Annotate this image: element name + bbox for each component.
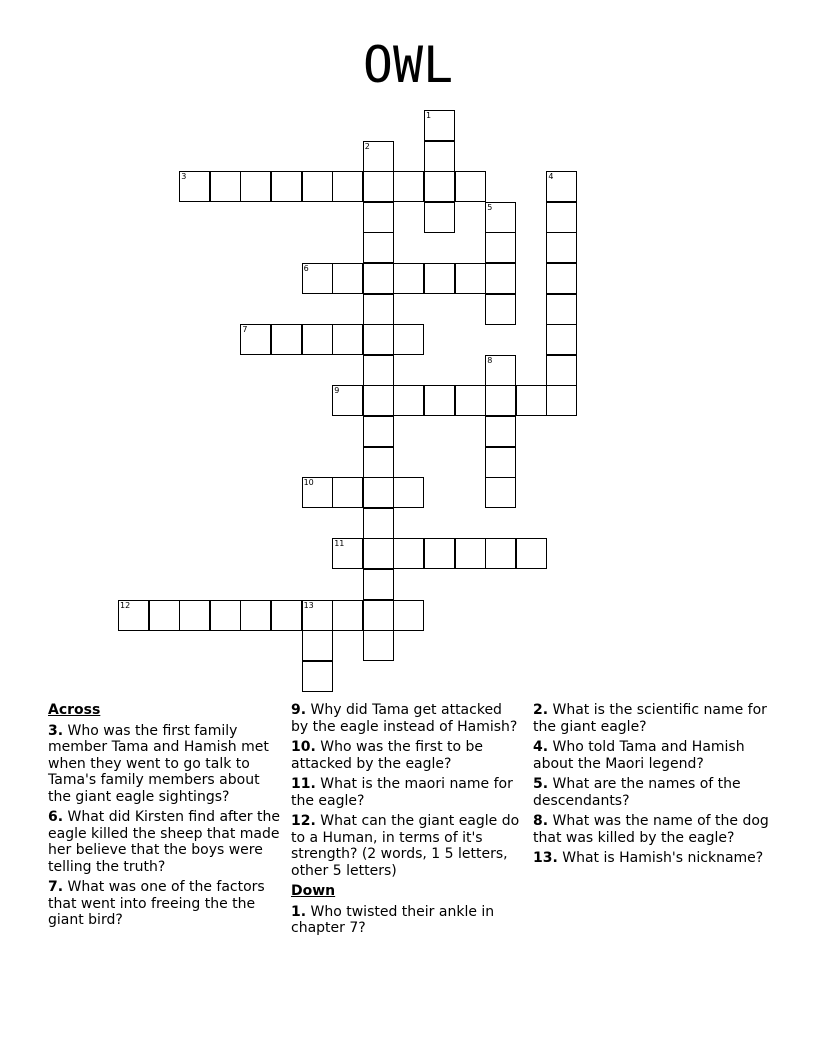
- grid-cell[interactable]: [363, 232, 394, 263]
- grid-cell[interactable]: [393, 263, 424, 294]
- grid-cell[interactable]: [455, 263, 486, 294]
- clue-across-7: [48, 879, 283, 929]
- grid-cell[interactable]: [393, 324, 424, 355]
- clue-text: Who twisted their ankle in chapter 7?: [291, 903, 495, 936]
- grid-cell[interactable]: [393, 385, 424, 416]
- grid-cell[interactable]: [516, 538, 547, 569]
- grid-cell[interactable]: [363, 385, 394, 416]
- clue-text: Who was the first family member Tama and Hamish met when they went to go talk to Tama's family members about the giant eagle sightings?: [48, 722, 269, 805]
- clue-number-label: 2: [364, 141, 370, 151]
- grid-cell[interactable]: [485, 538, 516, 569]
- grid-cell[interactable]: [363, 447, 394, 478]
- clue-down-5: [533, 776, 773, 809]
- down-heading: Down: [291, 883, 336, 899]
- grid-cell[interactable]: [240, 171, 271, 202]
- grid-cell[interactable]: [302, 477, 333, 508]
- grid-cell[interactable]: [149, 600, 180, 631]
- clue-text: Who was the first to be attacked by the eagle?: [291, 739, 484, 772]
- grid-cell[interactable]: [485, 447, 516, 478]
- grid-cell[interactable]: [302, 661, 333, 692]
- grid-cell[interactable]: [424, 385, 455, 416]
- grid-cell[interactable]: [363, 171, 394, 202]
- clues-column-2: [291, 702, 523, 941]
- grid-cell[interactable]: [485, 477, 516, 508]
- grid-cell[interactable]: [363, 294, 394, 325]
- grid-cell[interactable]: [546, 202, 577, 233]
- grid-cell[interactable]: [302, 630, 333, 661]
- grid-cell[interactable]: [210, 600, 241, 631]
- clue-text: Why did Tama get attacked by the eagle instead of Hamish?: [291, 702, 518, 735]
- grid-cell[interactable]: [455, 385, 486, 416]
- grid-cell[interactable]: [424, 263, 455, 294]
- grid-cell[interactable]: [363, 355, 394, 386]
- grid-cell[interactable]: [424, 202, 455, 233]
- clue-text: What can the giant eagle do to a Human, in terms of it's strength? (2 words, 1 5 letters, other 5 letters): [291, 813, 520, 879]
- clue-text: What is the scientific name for the giant eagle?: [533, 702, 767, 735]
- clue-number: 4.: [533, 739, 549, 755]
- grid-cell[interactable]: [393, 171, 424, 202]
- grid-cell[interactable]: [302, 263, 333, 294]
- grid-cell[interactable]: [546, 232, 577, 263]
- grid-cell[interactable]: [363, 263, 394, 294]
- grid-cell[interactable]: [302, 171, 333, 202]
- grid-cell[interactable]: [393, 600, 424, 631]
- clue-number-label: 10: [303, 478, 314, 488]
- clue-across-3: [48, 723, 283, 806]
- grid-cell[interactable]: [332, 477, 363, 508]
- grid-cell[interactable]: [424, 141, 455, 172]
- clue-down-4: [533, 739, 773, 772]
- clue-down-2: [533, 702, 773, 735]
- grid-cell[interactable]: [546, 385, 577, 416]
- clue-number-label: 9: [334, 386, 340, 396]
- clue-number-label: 6: [303, 264, 309, 273]
- clue-down-8: [533, 813, 773, 846]
- grid-cell[interactable]: [485, 202, 516, 233]
- grid-cell[interactable]: [332, 171, 363, 202]
- grid-cell[interactable]: [485, 416, 516, 447]
- grid-cell[interactable]: [240, 324, 271, 355]
- clue-number-label: 12: [120, 600, 131, 610]
- grid-cell[interactable]: [485, 263, 516, 294]
- clue-down-13: [533, 850, 773, 867]
- grid-cell[interactable]: [546, 294, 577, 325]
- grid-cell[interactable]: [363, 630, 394, 661]
- clue-number: 2.: [533, 702, 549, 718]
- across-heading: Across: [48, 702, 101, 718]
- grid-cell[interactable]: [271, 171, 302, 202]
- grid-cell[interactable]: [485, 294, 516, 325]
- clue-text: What was one of the factors that went into freeing the the giant bird?: [48, 879, 265, 928]
- grid-cell[interactable]: [363, 202, 394, 233]
- grid-cell[interactable]: [516, 385, 547, 416]
- clue-across-6: [48, 809, 283, 875]
- clue-across-11: [291, 776, 523, 809]
- clue-number-label: 7: [242, 325, 248, 335]
- clue-number: 3.: [48, 722, 64, 739]
- clue-number-label: 1: [426, 111, 432, 120]
- grid-cell[interactable]: [363, 141, 394, 172]
- grid-cell[interactable]: [118, 600, 149, 631]
- grid-cell[interactable]: [546, 263, 577, 294]
- grid-cell[interactable]: [363, 416, 394, 447]
- grid-cell[interactable]: [363, 477, 394, 508]
- grid-cell[interactable]: [302, 600, 333, 631]
- clue-down-1: [291, 904, 523, 937]
- grid-cell[interactable]: [363, 508, 394, 539]
- grid-cell[interactable]: [332, 538, 363, 569]
- clue-number-label: 11: [334, 539, 345, 549]
- clue-number-label: 5: [487, 202, 493, 212]
- clue-number: 7.: [48, 879, 64, 895]
- clue-number-label: 8: [487, 355, 493, 365]
- grid-cell[interactable]: [179, 600, 210, 631]
- grid-cell[interactable]: [363, 324, 394, 355]
- grid-cell[interactable]: [424, 538, 455, 569]
- clue-number: 5.: [533, 776, 549, 792]
- clue-number: 8.: [533, 813, 549, 829]
- grid-cell[interactable]: [332, 600, 363, 631]
- clue-number: 11.: [291, 776, 316, 792]
- grid-cell[interactable]: [240, 600, 271, 631]
- grid-cell[interactable]: [363, 600, 394, 631]
- grid-cell[interactable]: [363, 569, 394, 600]
- grid-cell[interactable]: [424, 171, 455, 202]
- clue-number: 10.: [291, 739, 316, 755]
- clue-text: What is the maori name for the eagle?: [291, 776, 513, 809]
- grid-cell[interactable]: [332, 324, 363, 355]
- clue-text: What did Kirsten find after the eagle killed the sheep that made her believe that the boys were telling the truth?: [48, 809, 280, 875]
- grid-cell[interactable]: [179, 171, 210, 202]
- grid-cell[interactable]: [363, 538, 394, 569]
- grid-cell[interactable]: [424, 110, 455, 141]
- clue-number: 12.: [291, 813, 316, 829]
- grid-cell[interactable]: [546, 324, 577, 355]
- clues-column-3: [533, 702, 773, 871]
- clue-number: 9.: [291, 702, 307, 718]
- grid-cell[interactable]: [271, 324, 302, 355]
- grid-cell[interactable]: [210, 171, 241, 202]
- clue-number-label: 3: [181, 172, 187, 182]
- page-title: OWL: [362, 36, 454, 94]
- grid-cell[interactable]: [485, 355, 516, 386]
- grid-cell[interactable]: [455, 171, 486, 202]
- grid-cell[interactable]: [485, 232, 516, 263]
- clue-text: What is Hamish's nickname?: [562, 850, 764, 866]
- clue-across-12: [291, 813, 523, 879]
- clue-number: 1.: [291, 903, 307, 920]
- grid-cell[interactable]: [393, 477, 424, 508]
- grid-cell[interactable]: [271, 600, 302, 631]
- grid-cell[interactable]: [546, 355, 577, 386]
- grid-cell[interactable]: [485, 385, 516, 416]
- clue-text: Who told Tama and Hamish about the Maori legend?: [533, 739, 745, 772]
- clue-across-9: [291, 702, 523, 735]
- grid-cell[interactable]: [302, 324, 333, 355]
- clue-number-label: 4: [548, 172, 554, 182]
- grid-cell[interactable]: [546, 171, 577, 202]
- grid-cell[interactable]: [455, 538, 486, 569]
- clue-text: What are the names of the descendants?: [533, 776, 741, 809]
- clue-number: 13.: [533, 850, 558, 866]
- clue-text: What was the name of the dog that was killed by the eagle?: [533, 813, 769, 846]
- grid-cell[interactable]: [332, 263, 363, 294]
- grid-cell[interactable]: [332, 385, 363, 416]
- clue-across-10: [291, 739, 523, 772]
- clue-number-label: 13: [303, 600, 314, 610]
- grid-cell[interactable]: [393, 538, 424, 569]
- clue-number: 6.: [48, 809, 64, 825]
- clues-column-1: [48, 702, 283, 933]
